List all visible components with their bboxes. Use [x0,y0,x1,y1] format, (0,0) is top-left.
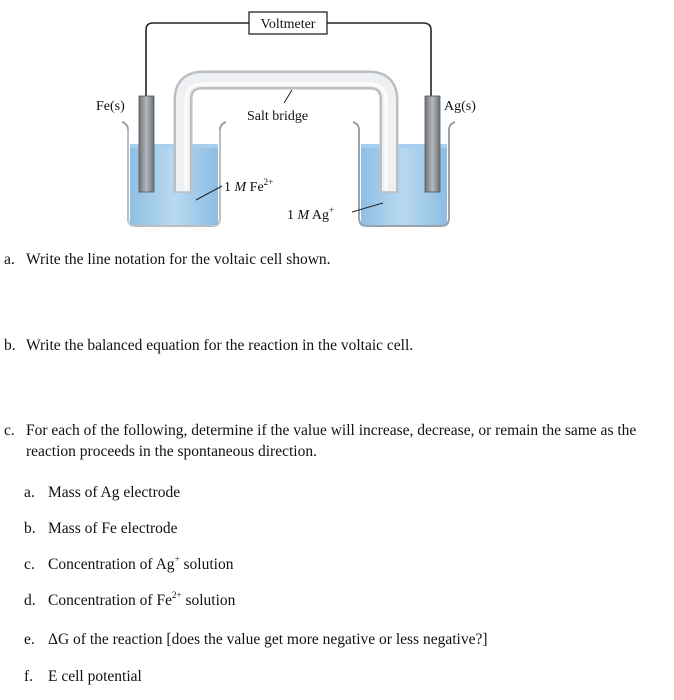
voltmeter [249,12,327,34]
sub-question-e: e. ΔG of the reaction [does the value get more negative or less negative?] [24,631,488,648]
question-c-marker: c. [4,422,15,439]
question-c-text: For each of the following, determine if the value will increase, decrease, or remain the same as the reaction proceeds in the spontaneous direction. [26,422,637,460]
sub-question-c: c. Concentration of Ag+ solution [24,554,234,573]
sub-question-d: d. Concentration of $Fe^{2+}$ solution [24,590,236,609]
sub-question-f: f. E cell potential [24,668,142,685]
salt-bridge-label: Salt bridge [247,109,309,124]
fe-electrode [139,96,154,192]
voltaic-cell-diagram [0,0,674,240]
question-a-marker: a. [4,251,15,268]
fe-electrode-label: Fe(s) [96,99,125,114]
voltmeter-label: Voltmeter [260,17,316,32]
question-b-text: Write the balanced equation for the reaction in the voltaic cell. [26,337,414,354]
ag-solution-label: 1 M Ag+ [287,205,335,223]
sub-question-b: b. Mass of Fe electrode [24,520,178,537]
question-a-text: Write the line notation for the voltaic cell shown. [26,251,331,268]
question-c [4,420,664,462]
ag-electrode [425,96,440,192]
question-b [4,335,413,356]
sub-question-a: a. Mass of Ag electrode [24,484,181,501]
fe-solution-label: 1 M $Fe^{2+}$ [224,177,274,195]
question-b-marker: b. [4,337,16,354]
ag-electrode-label: Ag(s) [444,99,476,114]
question-a [4,249,331,270]
